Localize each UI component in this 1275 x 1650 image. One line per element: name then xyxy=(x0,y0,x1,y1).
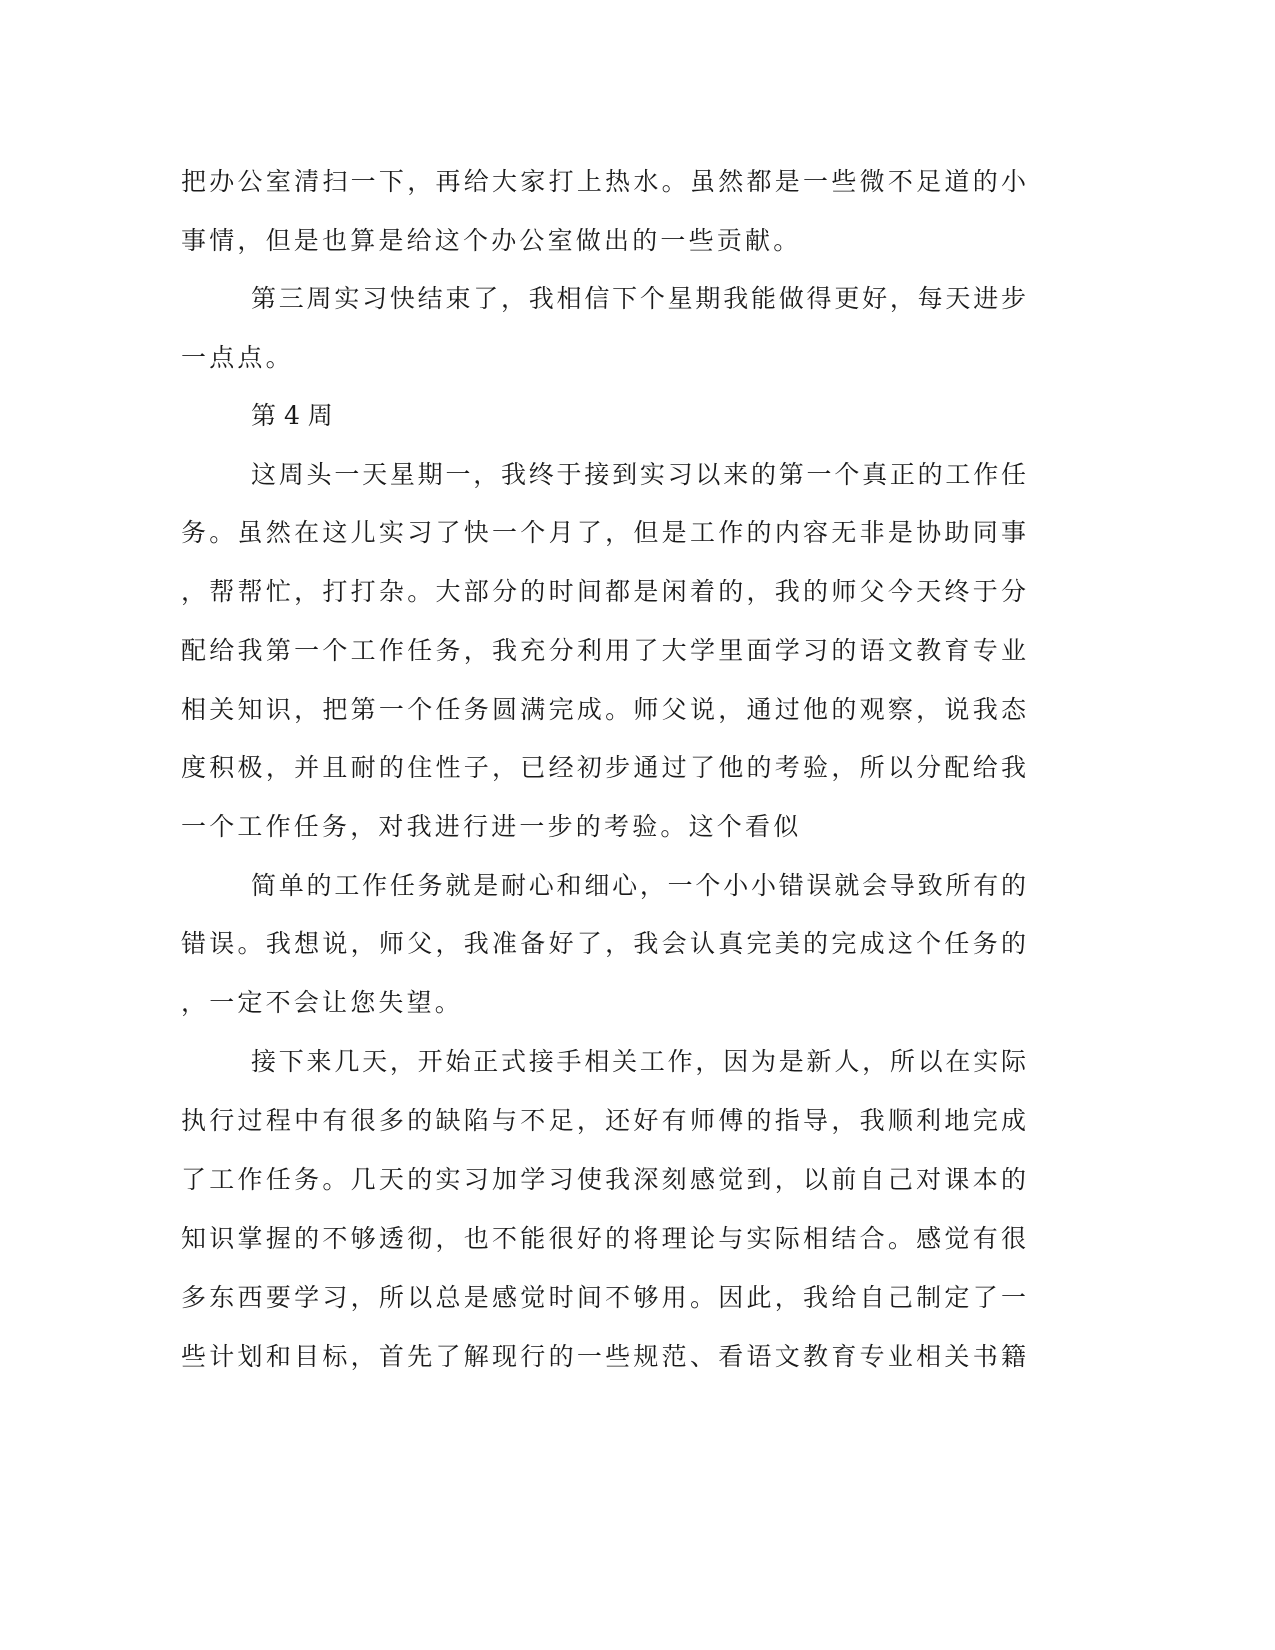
text-line: 事情，但是也算是给这个办公室做出的一些贡献。 xyxy=(181,226,802,255)
text-line: 配给我第一个工作任务，我充分利用了大学里面学习的语文教育专业 xyxy=(181,636,1026,665)
text-line: 把办公室清扫一下，再给大家打上热水。虽然都是一些微不足道的小 xyxy=(181,167,1026,196)
text-line: 一个工作任务，对我进行进一步的考验。这个看似 xyxy=(181,812,802,841)
text-line: ，帮帮忙，打打杂。大部分的时间都是闲着的，我的师父今天终于分 xyxy=(181,577,1026,606)
text-line: 务。虽然在这儿实习了快一个月了，但是工作的内容无非是协助同事 xyxy=(181,518,1026,547)
text-line: 一点点。 xyxy=(181,343,294,372)
text-line: 些计划和目标，首先了解现行的一些规范、看语文教育专业相关书籍 xyxy=(181,1342,1026,1371)
text-line: 多东西要学习，所以总是感觉时间不够用。因此，我给自己制定了一 xyxy=(181,1283,1026,1312)
text-line: 错误。我想说，师父，我准备好了，我会认真完美的完成这个任务的 xyxy=(181,929,1026,958)
text-line: 度积极，并且耐的住性子，已经初步通过了他的考验，所以分配给我 xyxy=(181,753,1026,782)
section-heading: 第 4 周 xyxy=(251,401,333,430)
text-line: ，一定不会让您失望。 xyxy=(181,988,464,1017)
text-line: 了工作任务。几天的实习加学习使我深刻感觉到，以前自己对课本的 xyxy=(181,1165,1026,1194)
text-line: 简单的工作任务就是耐心和细心，一个小小错误就会导致所有的 xyxy=(251,871,1026,900)
text-line: 相关知识，把第一个任务圆满完成。师父说，通过他的观察，说我态 xyxy=(181,695,1026,724)
text-line: 知识掌握的不够透彻，也不能很好的将理论与实际相结合。感觉有很 xyxy=(181,1224,1026,1253)
text-line: 第三周实习快结束了，我相信下个星期我能做得更好，每天进步 xyxy=(251,284,1026,313)
text-line: 这周头一天星期一，我终于接到实习以来的第一个真正的工作任 xyxy=(251,460,1026,489)
text-line: 接下来几天，开始正式接手相关工作，因为是新人，所以在实际 xyxy=(251,1047,1026,1076)
text-line: 执行过程中有很多的缺陷与不足，还好有师傅的指导，我顺利地完成 xyxy=(181,1106,1026,1135)
